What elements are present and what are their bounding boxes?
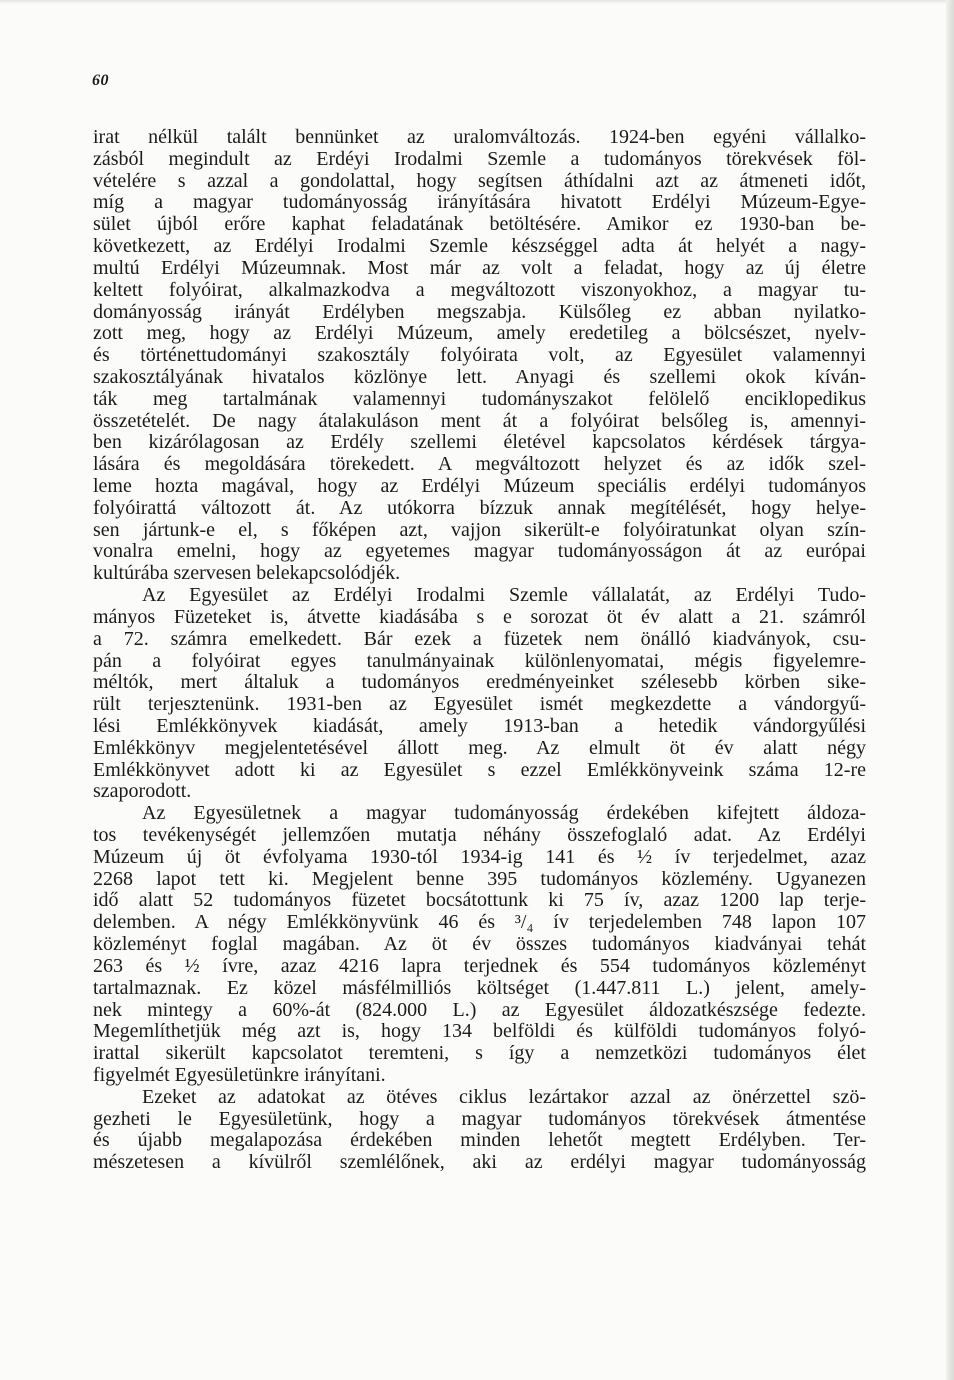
text-line: multú Erdélyi Múzeumnak. Most már az volt a feladat, hogy az új életre	[93, 256, 866, 279]
text-line: a 72. számra emelkedett. Bár ezek a füzetek nem önálló kiadványok, csu-	[93, 627, 866, 650]
text-line: nek mintegy a 60%-át (824.000 L.) az Egyesület áldozatkészsége fedezte.	[93, 998, 866, 1021]
text-line: gezheti le Egyesületünk, hogy a magyar tudományos törekvések átmentése	[93, 1107, 866, 1130]
text-line: tartalmaznak. Ez közel másfélmilliós költséget (1.447.811 L.) jelent, amely-	[93, 976, 866, 999]
text-line: idő alatt 52 tudományos füzetet bocsátottunk ki 75 ív, azaz 1200 lap terje-	[93, 889, 866, 912]
text-line: zott meg, hogy az Erdélyi Múzeum, amely eredetileg a bölcsészet, nyelv-	[93, 322, 866, 345]
text-line: és újabb megalapozása érdekében minden lehetőt megtett Erdélyben. Ter-	[93, 1129, 866, 1152]
text-line: irattal sikerült kapcsolatot teremteni, s így a nemzetközi tudományos élet	[93, 1042, 866, 1065]
text-line: Megemlíthetjük még azt is, hogy 134 belföldi és külföldi tudományos folyó-	[93, 1020, 866, 1043]
text-line: dományosság irányát Erdélyben megszabja. Külsőleg ez abban nyilatko-	[93, 300, 866, 323]
text-line: figyelmét Egyesületünkre irányítani.	[93, 1063, 386, 1086]
text-line: szakosztályának hivatalos közlönye lett. Anyagi és szellemi okok kíván-	[93, 365, 866, 388]
text-line: szaporodott.	[93, 780, 192, 803]
text-line: összetételét. De nagy átalakuláson ment át a folyóirat belsőleg is, amennyi-	[93, 409, 866, 432]
page-number: 60	[92, 72, 109, 89]
text-line: ták meg tartalmának valamennyi tudományszakot felölelő enciklopedikus	[93, 387, 866, 410]
text-line: sület újból erőre kaphat feladatának betöltésére. Amikor ez 1930-ban be-	[93, 213, 866, 236]
text-line: Emlékkönyvet adott ki az Egyesület s ezzel Emlékkönyveink száma 12-re	[93, 758, 866, 781]
text-line: mészetesen a kívülről szemlélőnek, aki az erdélyi magyar tudományosság	[93, 1151, 866, 1174]
text-line: vételére s azzal a gondolattal, hogy segítsen áthídalni azt az átmeneti időt,	[93, 169, 866, 192]
text-line: keltett folyóirat, alkalmazkodva a megváltozott viszonyokhoz, a magyar tu-	[93, 278, 866, 301]
text-line: Múzeum új öt évfolyama 1930-tól 1934-ig 141 és ½ ív terjedelmet, azaz	[93, 845, 866, 868]
text-line: mányos Füzeteket is, átvette kiadásába s e sorozat öt év alatt a 21. számról	[93, 605, 866, 628]
text-line: méltók, mert általuk a tudományos eredményeinket szélesebb körben sike-	[93, 671, 866, 694]
text-line: tos tevékenységét jellemzően mutatja néhány összefoglaló adat. Az Erdélyi	[93, 824, 866, 846]
text-line: pán a folyóirat egyes tanulmányainak különlenyomatai, mégis figyelemre-	[93, 649, 866, 672]
text-line: míg a magyar tudományosság irányítására hivatott Erdélyi Múzeum-Egye-	[93, 191, 866, 214]
text-line: vonalra emelni, hogy az egyetemes magyar tudományosságon át az európai	[93, 540, 866, 563]
text-line: Emlékkönyv megjelentetésével állott meg. Az elmult öt év alatt négy	[93, 736, 866, 759]
text-line: lési Emlékkönyvek kiadását, amely 1913-ban a hetedik vándorgyűlési	[93, 714, 866, 737]
text-line: irat nélkül talált bennünket az uralomváltozás. 1924-ben egyéni vállalko-	[93, 126, 866, 148]
text-line: folyóirattá változott át. Az utókorra bízzuk annak megítélését, hogy helye-	[93, 496, 866, 519]
text-line: Ezeket az adatokat az ötéves ciklus lezártakor azzal az önérzettel szö-	[142, 1085, 866, 1108]
text-line: leme hozta magával, hogy az Erdélyi Múzeum speciális erdélyi tudományos	[93, 475, 866, 497]
page-top-edge	[0, 0, 954, 4]
text-line: Az Egyesület az Erdélyi Irodalmi Szemle vállalatát, az Erdélyi Tudo-	[142, 584, 866, 607]
text-line: zásból megindult az Erdéyi Irodalmi Szemle a tudományos törekvések föl-	[93, 147, 866, 170]
text-line: Az Egyesületnek a magyar tudományosság érdekében kifejtett áldoza-	[142, 802, 866, 825]
body-text	[93, 127, 866, 1174]
text-line: 2268 lapot tett ki. Megjelent benne 395 tudományos közlemény. Ugyanezen	[93, 867, 866, 890]
text-line: 263 és ½ ívre, azaz 4216 lapra terjednek és 554 tudományos közleményt	[93, 954, 866, 977]
text-line: és történettudományi szakosztály folyóirata volt, az Egyesület valamennyi	[93, 344, 866, 367]
text-line: rült terjesztenünk. 1931-ben az Egyesület ismét megkezdette a vándorgyű-	[93, 693, 866, 716]
text-line: lására és megoldására törekedett. A megváltozott helyzet és az idők szel-	[93, 453, 866, 476]
page-right-edge	[946, 0, 954, 1380]
text-line: kultúrába szervesen belekapcsolódjék.	[93, 562, 401, 585]
text-line: delemben. A négy Emlékkönyvünk 46 és ³/₄ ív terjedelemben 748 lapon 107	[93, 911, 866, 934]
text-line: következett, az Erdélyi Irodalmi Szemle készséggel adta át helyét a nagy-	[93, 235, 866, 258]
text-line: közleményt foglal magában. Az öt év összes tudományos kiadványai tehát	[93, 933, 866, 956]
text-line: ben kizárólagosan az Erdély szellemi életével kapcsolatos kérdések tárgya-	[93, 431, 866, 454]
text-line: sen jártunk-e el, s főképen azt, vajjon sikerült-e folyóiratunkat olyan szín-	[93, 518, 866, 541]
